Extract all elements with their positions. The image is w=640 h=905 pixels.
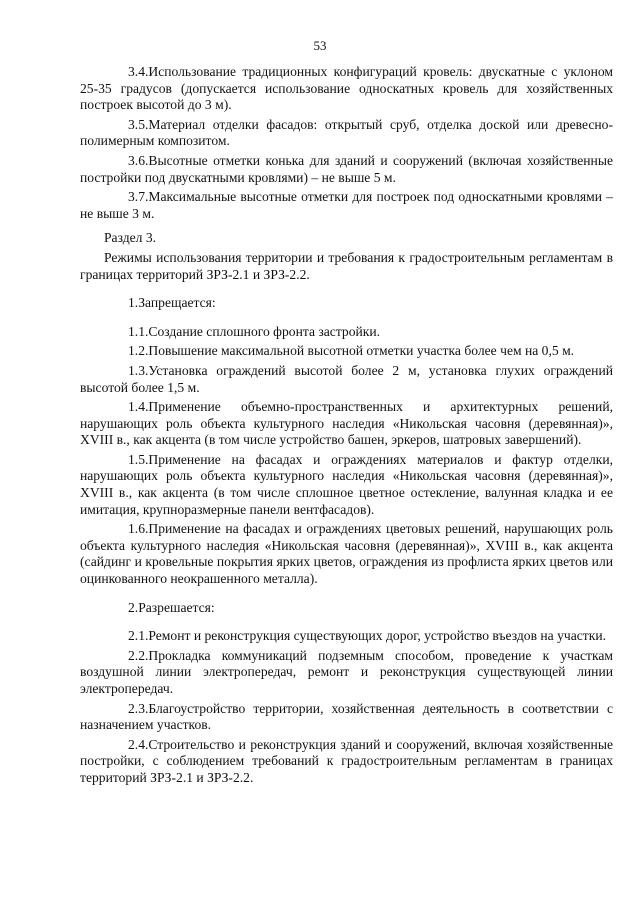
- clause-text: Прокладка коммуникаций подземным способом, проведение к участкам воздушной линии электропередач, ремонт и реконструкция существующей линии электропередач.: [80, 647, 613, 696]
- clause-text: Разрешается:: [138, 599, 215, 615]
- clause-2-2: [80, 648, 613, 698]
- clause-text: Применение объемно-пространственных и архитектурных решений, нарушающих роль объекта культурного наследия «Никольская часовня (деревянная)», XVIII в., как акцента (в том числе устройство башен, эркеров, шатровых завершений).: [80, 399, 613, 448]
- clause-text: Применение на фасадах и ограждениях материалов и фактур отделки, нарушающих роль объекта культурного наследия «Никольская часовня (деревянная)», XVIII в., как акцента (в том числе сплошное цветное остекление, валунная кладка и ее имитация, крупноразмерные панели вентфасадов).: [80, 451, 613, 517]
- clause-2-3: [80, 701, 613, 734]
- clause-number: 3.5.: [128, 116, 149, 132]
- list-heading-permitted: [80, 600, 613, 617]
- clause-number: 1.1.: [128, 323, 149, 339]
- clause-text: Благоустройство территории, хозяйственная деятельность в соответствии с назначением участков.: [80, 700, 613, 733]
- clause-text: Высотные отметки конька для зданий и сооружений (включая хозяйственные постройки под двускатными кровлями) – не выше 5 м.: [80, 152, 613, 185]
- clause-3-4: [80, 64, 613, 114]
- clause-3-6: [80, 153, 613, 186]
- clause-3-5: [80, 117, 613, 150]
- clause-number: 1.: [128, 295, 139, 311]
- clause-text: Материал отделки фасадов: открытый сруб, отделка доской или древесно-полимерным композитом.: [80, 116, 613, 149]
- section-title-text: Режимы использования территории и требования к градостроительным регламентам в границах территорий ЗРЗ-2.1 и ЗРЗ-2.2.: [80, 249, 613, 282]
- document-body: [80, 64, 613, 787]
- clause-1-1: [80, 324, 613, 341]
- clause-number: 2.3.: [128, 700, 149, 716]
- clause-text: Использование традиционных конфигураций кровель: двускатные с уклоном 25-35 градусов (допускается использование односкатных кровель для хозяйственных построек высотой до 3 м).: [80, 64, 613, 113]
- clause-text: Строительство и реконструкция зданий и сооружений, включая хозяйственные постройки, с соблюдением требований к градостроительным регламентам в границах территорий ЗРЗ-2.1 и ЗРЗ-2.2.: [80, 736, 613, 785]
- section-heading: [80, 230, 613, 247]
- clause-text: Максимальные высотные отметки для построек под односкатными кровлями – не выше 3 м.: [80, 189, 613, 221]
- page-number: 53: [313, 38, 327, 53]
- section-label: Раздел 3.: [104, 230, 157, 246]
- clause-number: 1.3.: [128, 362, 149, 378]
- clause-text: Создание сплошного фронта застройки.: [148, 323, 381, 339]
- clause-text: Ремонт и реконструкция существующих дорог, устройство въездов на участки.: [148, 628, 607, 644]
- section-title: [80, 250, 613, 283]
- list-heading-prohibited: [80, 295, 613, 312]
- clause-1-3: [80, 363, 613, 396]
- clause-2-4: [80, 737, 613, 787]
- clause-number: 1.5.: [128, 451, 149, 467]
- clause-text: Запрещается:: [138, 295, 216, 311]
- clause-1-6: [80, 521, 613, 587]
- clause-number: 1.6.: [128, 521, 149, 537]
- clause-1-2: [80, 343, 613, 360]
- clause-2-1: [80, 628, 613, 645]
- clause-number: 1.4.: [128, 399, 149, 415]
- clause-number: 2.2.: [128, 647, 149, 663]
- clause-number: 2.4.: [128, 736, 149, 752]
- clause-3-7: [80, 189, 613, 222]
- clause-number: 3.6.: [128, 152, 149, 168]
- clause-number: 3.7.: [128, 189, 149, 205]
- clause-1-4: [80, 399, 613, 449]
- clause-number: 2.: [128, 599, 139, 615]
- clause-text: Применение на фасадах и ограждениях цветовых решений, нарушающих роль объекта культурного наследия «Никольская часовня (деревянная)», XVIII в., как акцента (сайдинг и кровельные покрытия ярких цветов, ограждения из профлиста ярких цветов или оцинкованного неокрашенного металла).: [80, 521, 613, 587]
- clause-1-5: [80, 452, 613, 518]
- clause-text: Повышение максимальной высотной отметки участка более чем на 0,5 м.: [148, 343, 575, 359]
- clause-number: 1.2.: [128, 343, 149, 359]
- clause-text: Установка ограждений высотой более 2 м, установка глухих ограждений высотой более 1,5 м.: [80, 362, 613, 395]
- clause-number: 2.1.: [128, 628, 149, 644]
- clause-number: 3.4.: [128, 64, 149, 79]
